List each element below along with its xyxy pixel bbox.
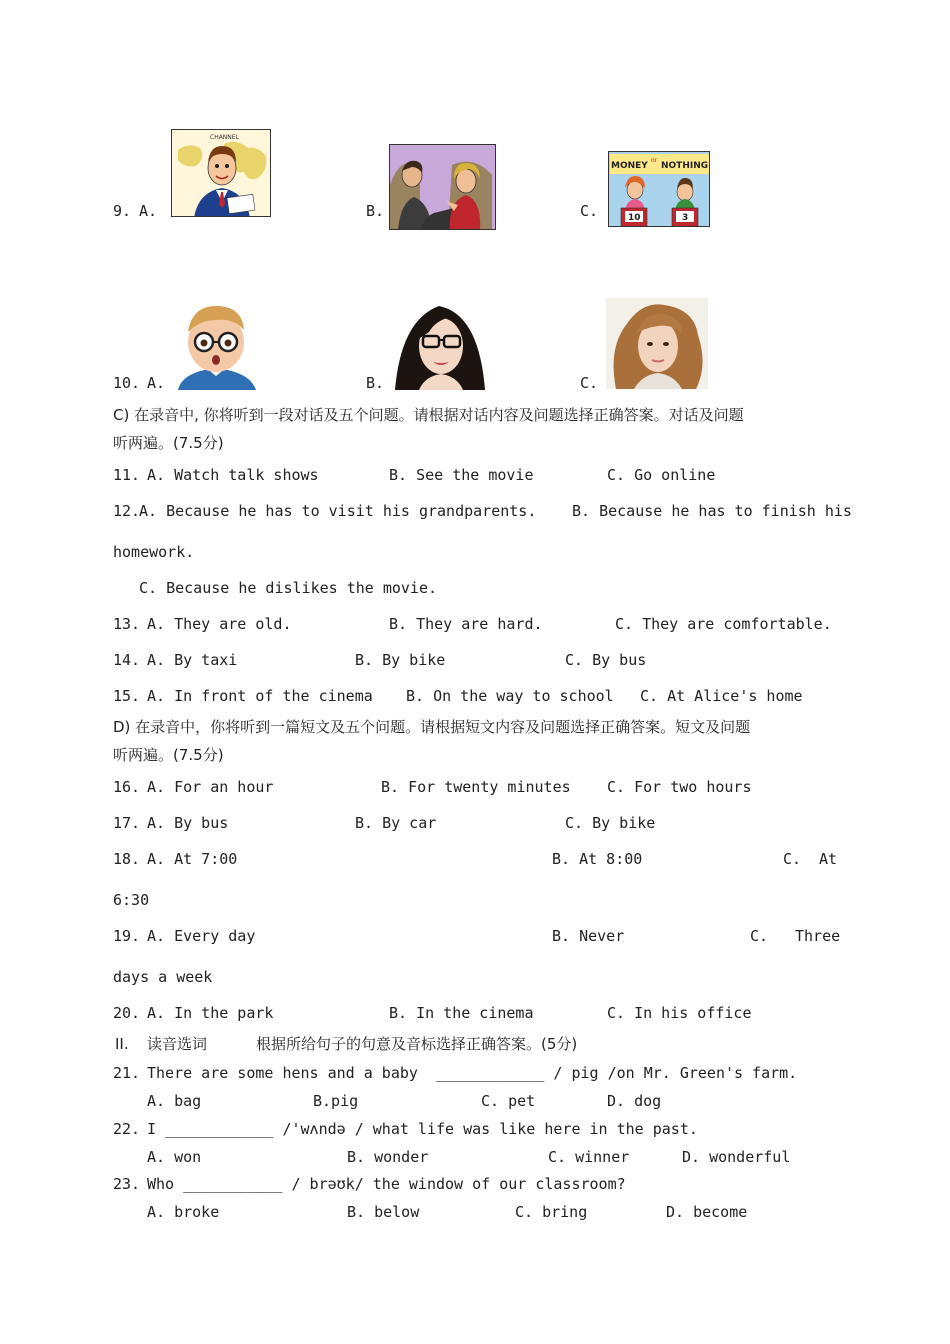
score-left: 10 <box>628 213 641 223</box>
q11-option-b[interactable]: B. See the movie <box>389 466 534 484</box>
section-2-number: II. <box>115 1035 129 1053</box>
q23-option-c[interactable]: C. bring <box>515 1203 588 1221</box>
q16-option-c[interactable]: C. For two hours <box>607 778 752 796</box>
q14-option-b[interactable]: B. By bike <box>355 651 446 669</box>
q21-option-b[interactable]: B.pig <box>313 1092 359 1110</box>
q22-option-a[interactable]: A. won <box>147 1148 202 1166</box>
q20-option-b[interactable]: B. In the cinema <box>389 1004 534 1022</box>
q12-option-a[interactable]: A. Because he has to visit his grandparents. <box>139 502 537 520</box>
q9-option-b-label: B. <box>366 202 385 220</box>
q9-game-show-image[interactable] <box>608 151 710 227</box>
q18-option-b[interactable]: B. At 8:00 <box>552 850 643 868</box>
q17-option-b[interactable]: B. By car <box>355 814 437 832</box>
q10-option-c-label: C. <box>580 374 599 392</box>
q9-option-c-label: C. <box>580 202 599 220</box>
q17-option-c[interactable]: C. By bike <box>565 814 656 832</box>
q15-option-b[interactable]: B. On the way to school <box>406 687 614 705</box>
q22-option-c[interactable]: C. winner <box>548 1148 630 1166</box>
q18-option-c-cont: 6:30 <box>113 891 150 909</box>
q14-number: 14. <box>113 651 141 669</box>
q23-option-d[interactable]: D. become <box>666 1203 748 1221</box>
score-right: 3 <box>682 213 689 223</box>
q17-number: 17. <box>113 814 141 832</box>
q9-talk-show-image[interactable] <box>389 144 496 230</box>
q13-option-a[interactable]: A. They are old. <box>147 615 292 633</box>
q22-sentence: I ____________ /'wʌndə / what life was like here in the past. <box>147 1120 698 1138</box>
q21-number: 21. <box>113 1064 141 1082</box>
q19-option-c-label[interactable]: C. <box>750 927 769 945</box>
q13-option-c[interactable]: C. They are comfortable. <box>615 615 832 633</box>
q23-sentence: Who ___________ / brəʊk/ the window of our classroom? <box>147 1175 626 1193</box>
q9-option-a-label: A. <box>139 202 158 220</box>
q20-number: 20. <box>113 1004 141 1022</box>
q15-number: 15. <box>113 687 141 705</box>
q16-option-b[interactable]: B. For twenty minutes <box>381 778 571 796</box>
q11-number: 11. <box>113 466 141 484</box>
section-d-instruction-cont: 听两遍。(7.5分) <box>113 746 224 764</box>
section-c-instruction: C) 在录音中, 你将听到一段对话及五个问题。请根据对话内容及问题选择正确答案。对话及问题 <box>113 406 744 424</box>
nothing-sign: NOTHING <box>661 161 709 171</box>
q12-option-c[interactable]: C. Because he dislikes the movie. <box>139 579 438 597</box>
q14-option-a[interactable]: A. By taxi <box>147 651 238 669</box>
q19-option-b[interactable]: B. Never <box>552 927 625 945</box>
q18-option-c-label[interactable]: C. <box>783 850 802 868</box>
q18-option-a[interactable]: A. At 7:00 <box>147 850 238 868</box>
q16-option-a[interactable]: A. For an hour <box>147 778 274 796</box>
q21-option-c[interactable]: C. pet <box>481 1092 536 1110</box>
q10-option-b-label: B. <box>366 374 385 392</box>
q10-number: 10. <box>113 374 141 392</box>
q11-option-a[interactable]: A. Watch talk shows <box>147 466 319 484</box>
q16-number: 16. <box>113 778 141 796</box>
q15-option-c[interactable]: C. At Alice's home <box>640 687 803 705</box>
q10-option-a-label: A. <box>147 374 166 392</box>
q10-woman-curly-hair-image[interactable] <box>606 298 708 389</box>
q19-number: 19. <box>113 927 141 945</box>
q10-boy-with-glasses-image[interactable] <box>170 302 263 390</box>
q18-option-c[interactable]: At <box>819 850 838 868</box>
money-sign: MONEY <box>611 161 648 171</box>
q19-option-a[interactable]: A. Every day <box>147 927 256 945</box>
q23-number: 23. <box>113 1175 141 1193</box>
channel-sign: CHANNEL <box>210 134 239 141</box>
q22-number: 22. <box>113 1120 141 1138</box>
q14-option-c[interactable]: C. By bus <box>565 651 647 669</box>
q9-number: 9. <box>113 202 132 220</box>
q12-option-b-cont: homework. <box>113 543 195 561</box>
q10-woman-with-glasses-image[interactable] <box>389 302 489 390</box>
q15-option-a[interactable]: A. In front of the cinema <box>147 687 373 705</box>
q23-option-b[interactable]: B. below <box>347 1203 420 1221</box>
q17-option-a[interactable]: A. By bus <box>147 814 229 832</box>
q11-option-c[interactable]: C. Go online <box>607 466 716 484</box>
q19-option-c[interactable]: Three <box>795 927 841 945</box>
q12-option-b[interactable]: B. Because he has to finish his <box>572 502 852 520</box>
section-2-title: 读音选词 <box>147 1035 208 1053</box>
q21-sentence: There are some hens and a baby ____________ / pig /on Mr. Green's farm. <box>147 1064 798 1082</box>
q21-option-d[interactable]: D. dog <box>607 1092 662 1110</box>
section-c-instruction-cont: 听两遍。(7.5分) <box>113 434 224 452</box>
q22-option-d[interactable]: D. wonderful <box>682 1148 791 1166</box>
q13-option-b[interactable]: B. They are hard. <box>389 615 543 633</box>
q21-option-a[interactable]: A. bag <box>147 1092 202 1110</box>
q13-number: 13. <box>113 615 141 633</box>
q12-number: 12. <box>113 502 141 520</box>
q23-option-a[interactable]: A. broke <box>147 1203 220 1221</box>
q19-option-c-cont: days a week <box>113 968 213 986</box>
q20-option-a[interactable]: A. In the park <box>147 1004 274 1022</box>
q20-option-c[interactable]: C. In his office <box>607 1004 752 1022</box>
q22-option-b[interactable]: B. wonder <box>347 1148 429 1166</box>
q9-news-anchor-image[interactable] <box>171 129 271 217</box>
q18-number: 18. <box>113 850 141 868</box>
section-2-instruction: 根据所给句子的句意及音标选择正确答案。(5分) <box>256 1035 578 1053</box>
or-sign: or <box>651 157 658 164</box>
section-d-instruction: D) 在录音中，你将听到一篇短文及五个问题。请根据短文内容及问题选择正确答案。短文及问题 <box>113 718 751 736</box>
